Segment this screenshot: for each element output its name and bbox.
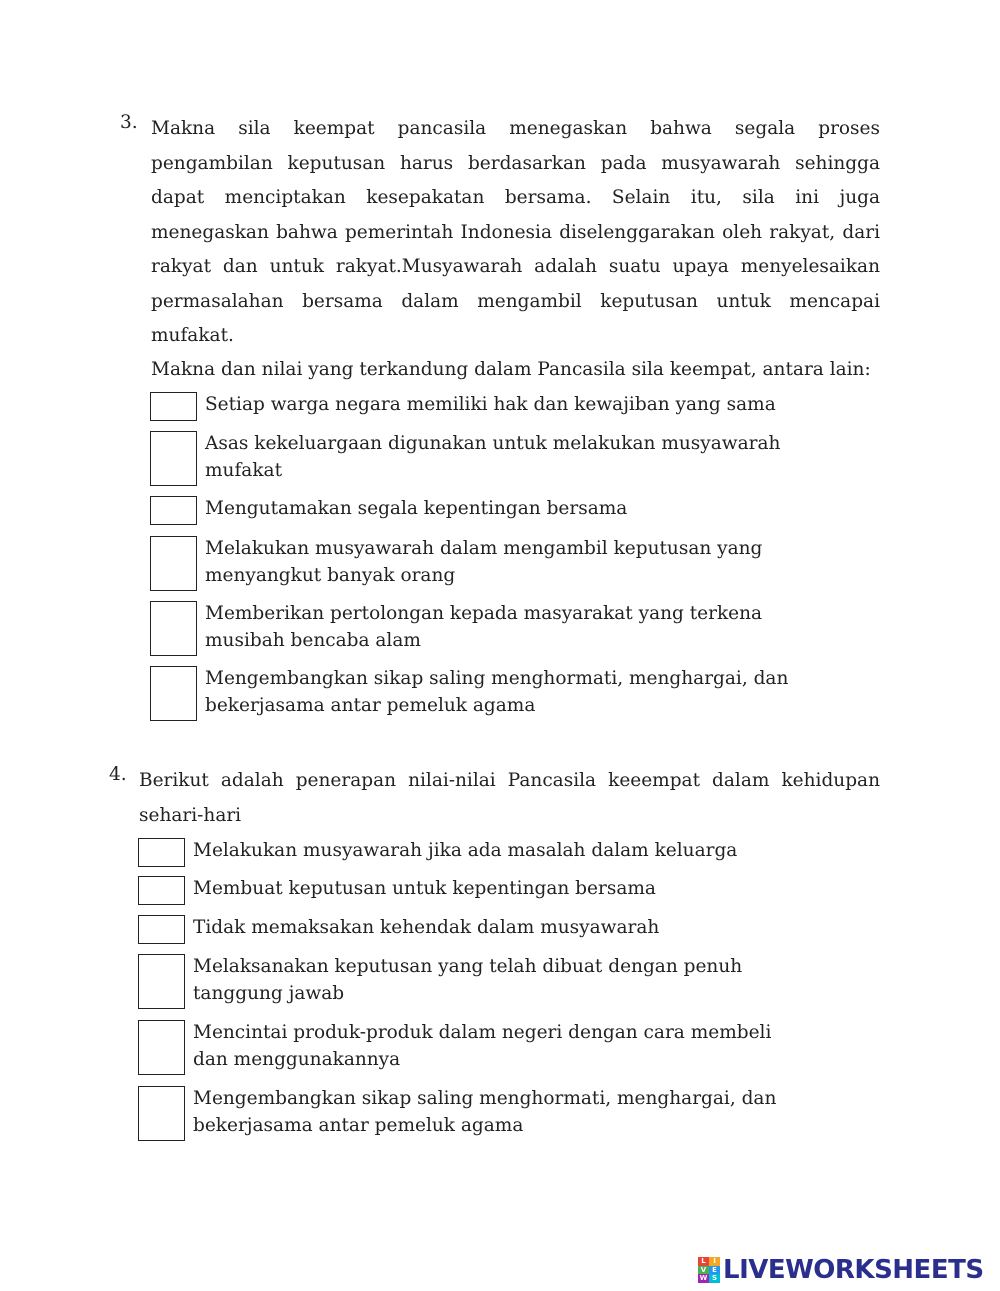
answer-checkbox[interactable] [150,666,197,721]
liveworksheets-logo-icon [698,1257,720,1283]
logo-mark-letter: L [698,1257,709,1266]
option-label: Asas kekeluargaan digunakan untuk melakukan musyawarah mufakat [205,433,781,481]
answer-checkbox[interactable] [138,915,185,944]
option-label: Tidak memaksakan kehendak dalam musyawarah [193,917,660,938]
option-label: Melakukan musyawarah jika ada masalah dalam keluarga [193,840,738,861]
liveworksheets-logo[interactable] [698,1256,984,1284]
answer-checkbox[interactable] [138,954,185,1009]
option-label: Mengembangkan sikap saling menghormati, menghargai, dan bekerjasama antar pemeluk agama [193,1088,777,1136]
question-3-lead: Makna dan nilai yang terkandung dalam Pancasila sila keempat, antara lain: [151,359,871,380]
logo-mark-letter: W [699,1274,708,1283]
option-label: Mencintai produk-produk dalam negeri dengan cara membeli dan menggunakannya [193,1022,772,1070]
option-label: Setiap warga negara memiliki hak dan kewajiban yang sama [205,394,776,415]
answer-checkbox[interactable] [138,838,185,867]
answer-checkbox[interactable] [138,1020,185,1075]
option-label: Melaksanakan keputusan yang telah dibuat dengan penuh tanggung jawab [193,956,743,1004]
answer-checkbox[interactable] [150,392,197,421]
option-label: Melakukan musyawarah dalam mengambil keputusan yang menyangkut banyak orang [205,538,763,586]
question-4-paragraph: Berikut adalah penerapan nilai-nilai Pancasila keeempat dalam kehidupan sehari-hari [139,770,880,826]
answer-checkbox[interactable] [150,601,197,656]
option-label: Membuat keputusan untuk kepentingan bersama [193,878,656,899]
answer-checkbox[interactable] [138,1086,185,1141]
option-label: Mengutamakan segala kepentingan bersama [205,498,628,519]
answer-checkbox[interactable] [150,536,197,591]
logo-mark-letter: S [709,1274,720,1283]
answer-checkbox[interactable] [150,431,197,486]
question-4-number: 4. [109,764,127,785]
logo-text: LIVEWORKSHEETS [723,1255,984,1285]
logo-mark-letter: V [698,1266,709,1275]
option-label: Memberikan pertolongan kepada masyarakat yang terkena musibah bencaba alam [205,603,763,651]
question-3-paragraph: Makna sila keempat pancasila menegaskan bahwa segala proses pengambilan keputusan harus berdasarkan pada musyawarah sehingga dapat menciptakan kesepakatan bersama. Selain itu, sila ini juga menegaskan bahwa pemerintah Indonesia diselenggarakan oleh rakyat, dari rakyat dan untuk rakyat.Musyawarah adalah suatu upaya menyelesaikan permasalahan bersama dalam mengambil keputusan untuk mencapai mufakat. [151,118,880,346]
answer-checkbox[interactable] [150,496,197,525]
logo-mark-letter: I [709,1257,720,1266]
logo-mark-letter: E [709,1266,720,1275]
option-label: Mengembangkan sikap saling menghormati, menghargai, dan bekerjasama antar pemeluk agama [205,668,789,716]
question-3-number: 3. [120,112,138,133]
answer-checkbox[interactable] [138,876,185,905]
